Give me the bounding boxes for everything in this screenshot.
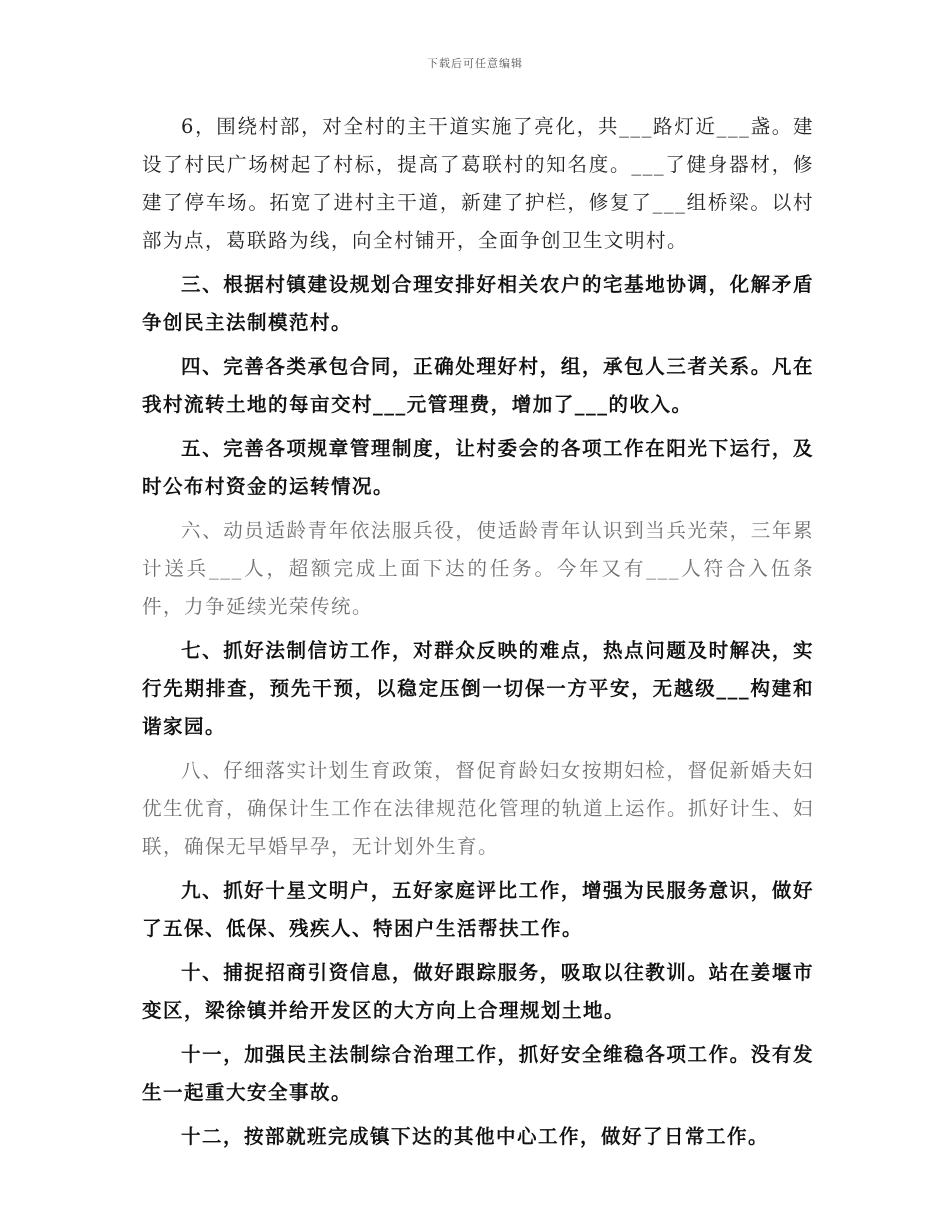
paragraph-section-7: 七、抓好法制信访工作，对群众反映的难点，热点问题及时解决，实行先期排查，预先干预，以稳定压倒一切保一方平安，无越级___构建和谐家园。 <box>142 639 814 738</box>
paragraph-section-4: 四、完善各类承包合同，正确处理好村，组，承包人三者关系。凡在我村流转土地的每亩交村___元管理费，增加了___的收入。 <box>142 355 814 416</box>
paragraph-section-9: 九、抓好十星文明户，五好家庭评比工作，增强为民服务意识，做好了五保、低保、残疾人、特困户生活帮扶工作。 <box>142 879 814 940</box>
header-note: 下载后可任意编辑 <box>427 57 523 70</box>
paragraph-section-3: 三、根据村镇建设规划合理安排好相关农户的宅基地协调，化解矛盾争创民主法制模范村。 <box>142 273 814 334</box>
paragraph-6: 6，围绕村部，对全村的主干道实施了亮化，共___路灯近___盏。建设了村民广场树起了村标，提高了葛联村的知名度。___了健身器材，修建了停车场。拓宽了进村主干道，新建了护栏，修复了___组桥梁。以村部为点，葛联路为线，向全村铺开，全面争创卫生文明村。 <box>142 115 814 252</box>
paragraph-section-6: 六、动员适龄青年依法服兵役，使适龄青年认识到当兵光荣，三年累计送兵___人，超额完成上面下达的任务。今年又有___人符合入伍条件，力争延续光荣传统。 <box>142 519 814 618</box>
paragraph-section-10: 十、捕捉招商引资信息，做好跟踪服务，吸取以往教训。站在姜堰市变区，梁徐镇并给开发区的大方向上合理规划土地。 <box>142 961 814 1022</box>
paragraph-section-11: 十一，加强民主法制综合治理工作，抓好安全维稳各项工作。没有发生一起重大安全事故。 <box>142 1043 814 1104</box>
paragraph-section-5: 五、完善各项规章管理制度，让村委会的各项工作在阳光下运行，及时公布村资金的运转情况。 <box>142 437 814 498</box>
document-body <box>142 108 814 1162</box>
paragraph-section-8: 八、仔细落实计划生育政策，督促育龄妇女按期妇检，督促新婚夫妇优生优育，确保计生工作在法律规范化管理的轨道上运作。抓好计生、妇联，确保无早婚早孕，无计划外生育。 <box>142 759 815 858</box>
paragraph-section-12: 十二，按部就班完成镇下达的其他中心工作，做好了日常工作。 <box>181 1125 770 1148</box>
